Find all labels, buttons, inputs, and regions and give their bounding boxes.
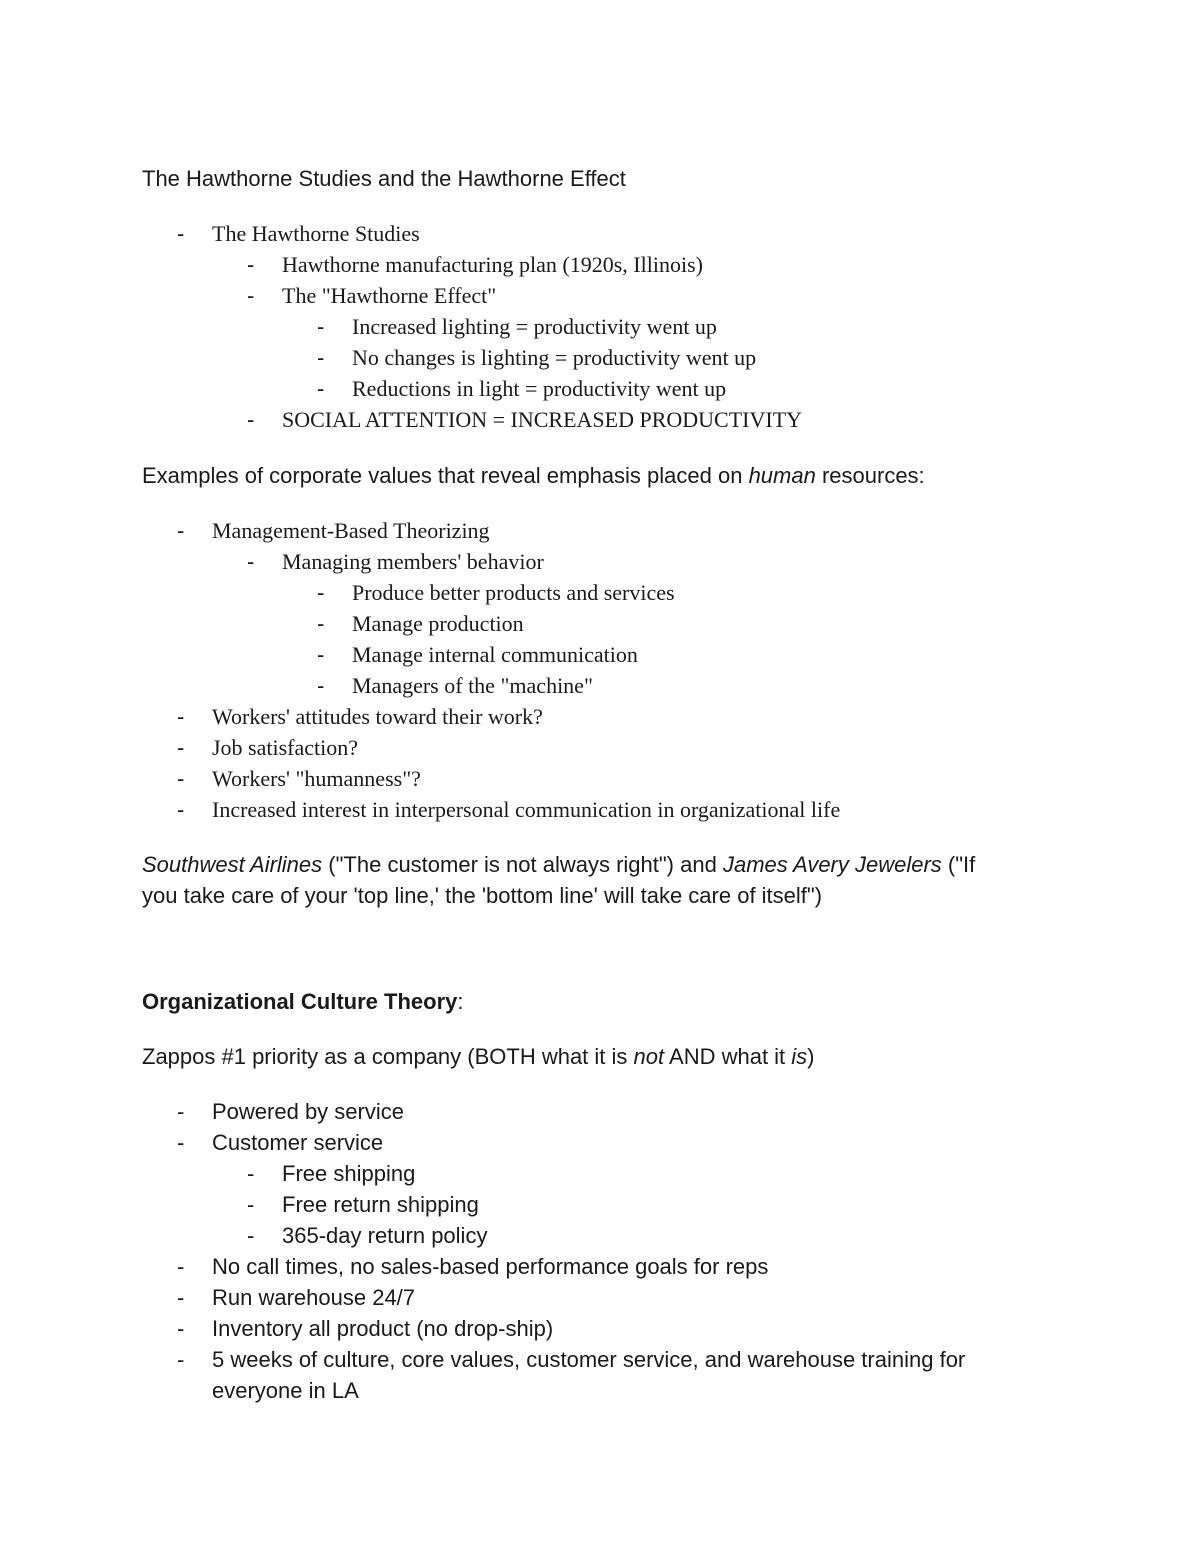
bullet-dash: - <box>317 345 325 370</box>
bullet-dash: - <box>177 1285 185 1310</box>
bullet-dash: - <box>177 797 185 822</box>
bullet-dash: - <box>247 1192 255 1217</box>
bullet-dash: - <box>177 1099 185 1124</box>
bullet-dash: - <box>177 518 185 543</box>
bullet-dash: - <box>317 580 325 605</box>
bullet-dash: - <box>177 1316 185 1341</box>
bullet-dash: - <box>317 314 325 339</box>
bullet-dash: - <box>247 407 255 432</box>
bullet-dash: - <box>247 549 255 574</box>
bullet-dash: - <box>247 283 255 308</box>
bullet-dash: - <box>177 221 185 246</box>
bullet-dash: - <box>177 1254 185 1279</box>
bullet-dash: - <box>177 1130 185 1155</box>
bullet-dash: - <box>317 376 325 401</box>
zappos-intro: Zappos #1 priority as a company (BOTH what it is not AND what it is) <box>142 1044 815 1069</box>
bullet-dash: - <box>177 766 185 791</box>
bullet-dash: - <box>177 704 185 729</box>
bullet-dash: - <box>317 673 325 698</box>
bullet-dash: - <box>247 252 255 277</box>
document-page: The Hawthorne Studies and the Hawthorne Effect - The Hawthorne Studies - Hawthorne manufacturing plan (1920s, Illinois) - The "Hawthorne Effect" - Increased lighting = productivity went up - No changes is lighting = productivity went up - Reductions in light = productivity went up - SOCIAL ATTENTION = INCREASED PRODUCTIVITY Examples of corporate values that reveal emphasis placed on human resources: - Management-Based Theorizing - Managing members' behavior - Produce better products and services - Manage production - Manage internal communication - Managers of the "machine" - Workers' attitudes toward their work? - Job satisfaction? - Workers' "humanness"? - Increased interest in interpersonal communication in organizational life Southwest Airlines ("The customer is not always right") and James Avery Jewelers ("If you take care of your 'top line,' the 'bottom line' will take care of itself") Organizational Culture Theory: Zappos #1 priority as a company (BOTH what it is not AND what it is) - Powered by service - Customer service - Free shipping - Free return shipping - 365-day return policy - No call times, no sales-based performance goals for reps - Run warehouse 24/7 - Inventory all product (no drop-ship) - 5 weeks of culture, core values, customer service, and warehouse training for everyone in LA <box>0 0 1200 1553</box>
bullet-dash: - <box>317 642 325 667</box>
section-title-hawthorne: The Hawthorne Studies and the Hawthorne Effect <box>142 166 626 191</box>
examples-line-2: you take care of your 'top line,' the 'bottom line' will take care of itself") <box>142 883 823 908</box>
bullet-dash: - <box>247 1161 255 1186</box>
bullet-dash: - <box>247 1223 255 1248</box>
bullet-dash: - <box>177 1347 185 1372</box>
bullet-dash: - <box>317 611 325 636</box>
section-heading-org-culture: Organizational Culture Theory: <box>142 989 464 1014</box>
corporate-values-intro: Examples of corporate values that reveal emphasis placed on human resources: <box>142 463 925 488</box>
bullet-dash: - <box>177 735 185 760</box>
examples-line-1: Southwest Airlines ("The customer is not always right") and James Avery Jewelers ("If <box>142 852 976 877</box>
